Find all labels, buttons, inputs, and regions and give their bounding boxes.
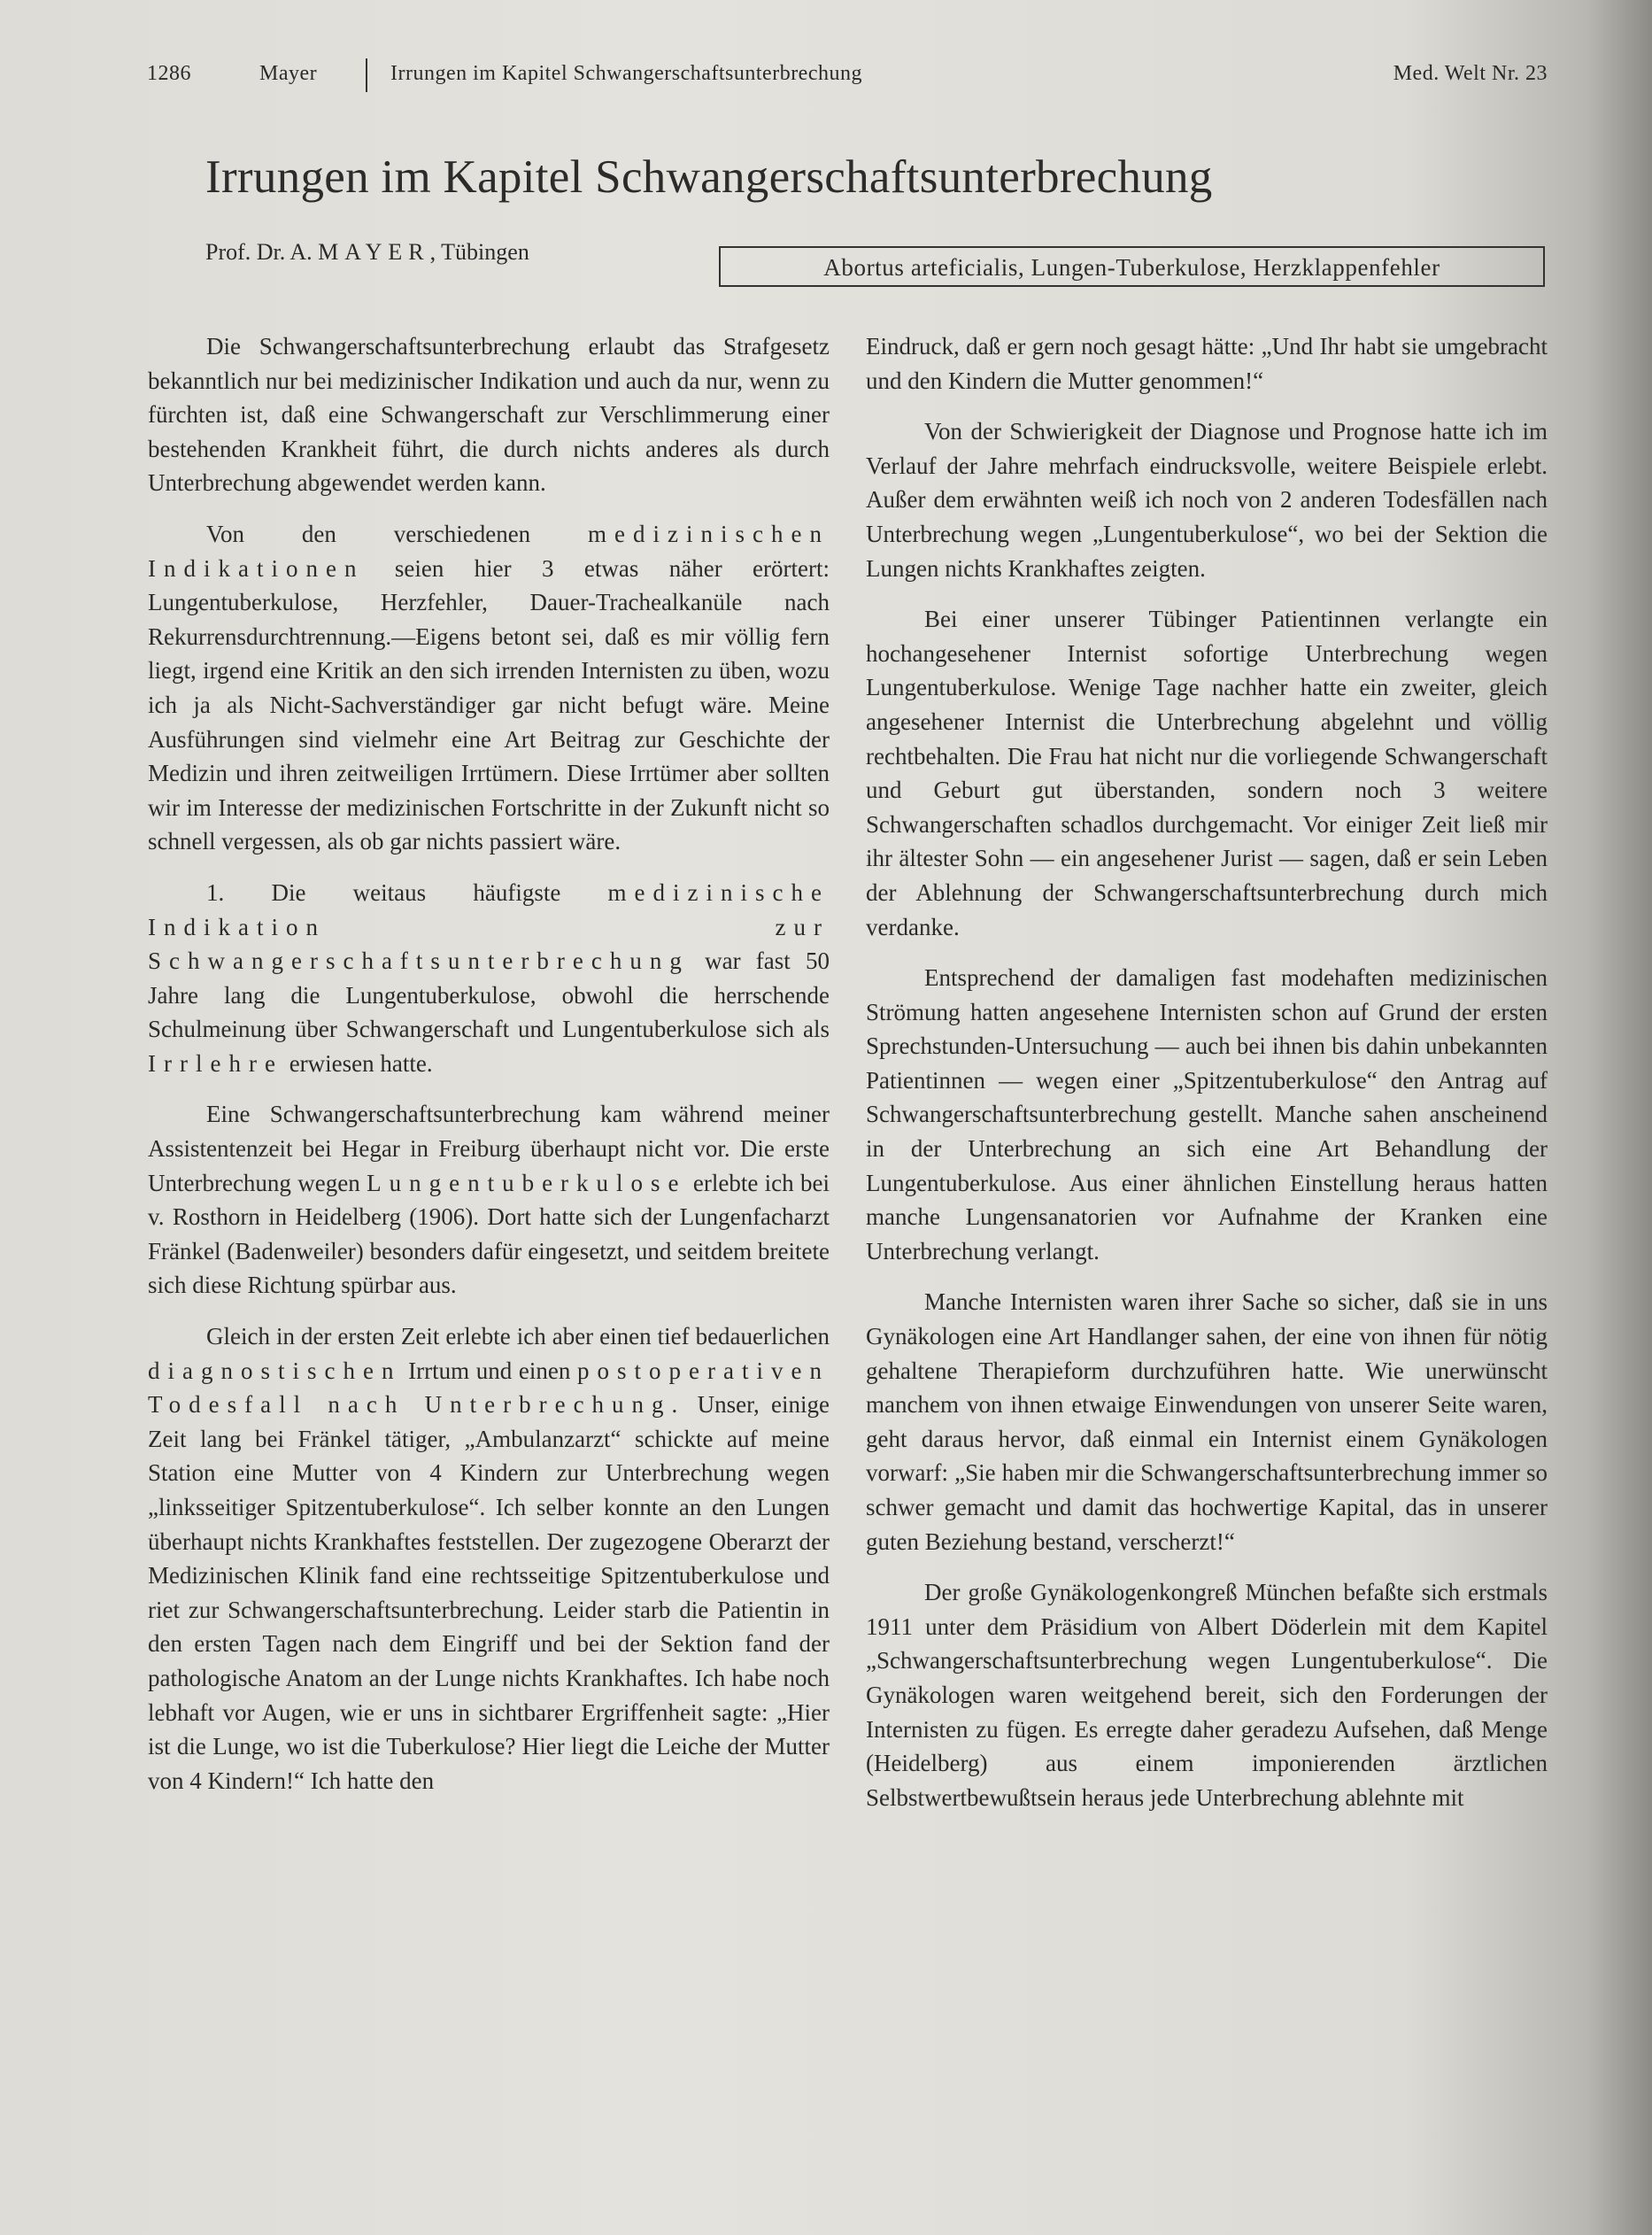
- text-run: Irrtum und einen: [408, 1357, 571, 1384]
- running-header: [147, 62, 1548, 97]
- paragraph: Eindruck, daß er gern noch gesagt hätte: „Und Ihr habt sie umgebracht und den Kindern die Mutter genommen!“: [866, 333, 1548, 394]
- text-run: erlebte ich bei v. Rosthorn in Heidelberg (1906). Dort hatte sich der Lungenfacharzt Fränkel (Badenweiler) besonders dafür eingesetzt, und seitdem breitete sich diese Richtung spürbar aus.: [148, 1169, 830, 1299]
- text-run: 1. Die weitaus häufigste: [206, 878, 561, 906]
- article-title: Irrungen im Kapitel Schwangerschaftsunterbrechung: [205, 151, 1213, 203]
- keywords-box: Abortus arteficialis, Lungen-Tuberkulose, Herzklappenfehler: [719, 246, 1545, 287]
- paragraph: Bei einer unserer Tübinger Patientinnen verlangte ein hochangesehener Internist sofortige Unterbrechung wegen Lungentuberkulose. Wenige Tage nachher hatte ein zweiter, gleich angesehener Internist die Unterbrechung abgelehnt und völlig rechtbehalten. Die Frau hat nicht nur die vorliegende Schwangerschaft und Geburt gut überstanden, sondern noch 3 weitere Schwangerschaften schadlos durchgemacht. Vor einiger Zeit ließ mir ihr ältester Sohn — ein angesehener Jurist — sagen, daß er sein Leben der Ablehnung der Schwangerschaftsunterbrechung durch mich verdanke.: [866, 606, 1548, 940]
- text-run: war fast 50 Jahre lang die Lungentuberkulose, obwohl die herrschende Schulmeinung über Schwangerschaft und Lungentuberkulose sich als: [148, 947, 830, 1043]
- header-running-title: Irrungen im Kapitel Schwangerschaftsunterbrechung: [390, 62, 862, 85]
- text-run: seien hier 3 etwas näher erörtert: Lungentuberkulose, Herzfehler, Dauer-Trachealkanüle nach Rekurrensdurchtrennung.—Eigens betont sei, daß es mir völlig fern liegt, irgend eine Kritik an den sich irrenden Internisten zu üben, wozu ich ja als Nicht-Sachverständiger gar nicht befugt wäre. Meine Ausführungen sind vielmehr eine Art Beitrag zur Geschichte der Medizin und ihren zeitweiligen Irrtümern. Diese Irrtümer aber sollten wir im Interesse der medizinischen Fortschritte in der Zukunft nicht so schnell vergessen, als ob gar nichts passiert wäre.: [148, 554, 830, 855]
- paragraph: Entsprechend der damaligen fast modehaften medizinischen Strömung hatten angesehene Internisten schon auf Grund der ersten Sprechstunden-Untersuchung — auch bei ihnen bis dahin unbekannten Patientinnen — wegen einer „Spitzentuberkulose“ den Antrag auf Schwangerschaftsunterbrechung gestellt. Manche sahen anscheinend in der Unterbrechung an sich eine Art Behandlung der Lungentuberkulose. Aus einer ähnlichen Einstellung heraus hatten manche Lungensanatorien vor Aufnahme der Kranken eine Unterbrechung verlangt.: [866, 964, 1548, 1264]
- text-run: Eine Schwangerschaftsunterbrechung kam während meiner Assistentenzeit bei Hegar in Freiburg überhaupt nicht vor. Die erste Unterbrechung wegen: [148, 1101, 830, 1196]
- paragraph: [148, 1319, 830, 1798]
- spaced-emphasis: Irrlehre: [148, 1049, 283, 1077]
- author-byline: [205, 239, 529, 266]
- paragraph: Manche Internisten waren ihrer Sache so sicher, daß sie in uns Gynäkologen eine Art Handlanger sahen, der eine von ihnen für nötig gehaltene Therapieform durchzuführen hatte. Wie unerwünscht manchem von ihnen etwaige Einwendungen von unserer Seite waren, geht daraus hervor, daß einmal ein Internist einem Gynäkologen vorwarf: „Sie haben mir die Schwangerschaftsunterbrechung immer so schwer gemacht und damit das hochwertige Kapital, das in unserer guten Beziehung bestand, verscherzt!“: [866, 1288, 1548, 1555]
- paragraph: Der große Gynäkologenkongreß München befaßte sich erstmals 1911 unter dem Präsidium von Albert Döderlein mit dem Kapitel „Schwangerschaftsunterbrechung wegen Lungentuberkulose“. Die Gynäkologen waren weitgehend bereit, sich den Forderungen der Internisten zu fügen. Es erregte daher geradezu Aufsehen, daß Menge (Heidelberg) aus einem imponierenden ärztlichen Selbstwertbewußtsein heraus jede Unterbrechung ablehnte mit: [866, 1579, 1548, 1811]
- header-author: Mayer: [259, 62, 318, 85]
- byline-name: MAYER: [318, 239, 430, 265]
- right-column: [866, 329, 1548, 1831]
- text-run: erwiesen hatte.: [289, 1049, 433, 1077]
- byline-prefix: Prof. Dr. A.: [205, 239, 313, 265]
- paragraph: [148, 1097, 830, 1303]
- text-run: Gleich in der ersten Zeit erlebte ich aber einen tief bedauerlichen: [206, 1323, 830, 1350]
- byline-place: , Tübingen: [429, 239, 529, 265]
- spaced-emphasis: postoperativen Todesfall nach Unterbrechung.: [148, 1357, 830, 1419]
- left-column: [148, 329, 830, 1814]
- spaced-emphasis: diagnostischen: [148, 1357, 402, 1384]
- page-number: 1286: [147, 62, 191, 85]
- paragraph: [148, 517, 830, 859]
- paragraph: Die Schwangerschaftsunterbrechung erlaubt das Strafgesetz bekanntlich nur bei medizinischer Indikation und auch da nur, wenn zu fürchten ist, daß eine Schwangerschaft zur Verschlimmerung einer bestehenden Krankheit führt, die durch nichts anderes als durch Unterbrechung abgewendet werden kann.: [148, 333, 830, 497]
- paragraph: [148, 876, 830, 1081]
- header-divider: [366, 58, 367, 92]
- text-run: Von den verschiedenen: [206, 520, 531, 547]
- paragraph: Von der Schwierigkeit der Diagnose und Prognose hatte ich im Verlauf der Jahre mehrfach eindrucksvolle, weitere Beispiele erlebt. Außer dem erwähnten weiß ich noch von 2 anderen Todesfällen nach Unterbrechung wegen „Lungentuberkulose“, wo bei der Sektion die Lungen nichts Krankhaftes zeigten.: [866, 418, 1548, 582]
- spaced-emphasis: medizinische Indikation zur Schwangerschaftsunterbrechung: [148, 878, 830, 975]
- spaced-emphasis: Lungentuberkulose: [367, 1169, 687, 1196]
- header-journal: Med. Welt Nr. 23: [1393, 62, 1548, 85]
- spaced-emphasis: medizinischen Indikationen: [148, 520, 830, 582]
- text-run: Unser, einige Zeit lang bei Fränkel tätiger, „Ambulanzarzt“ schickte auf meine Station eine Mutter von 4 Kindern zur Unterbrechung wegen „linksseitiger Spitzentuberkulose“. Ich selber konnte an den Lungen überhaupt nichts Krankhaftes feststellen. Der zugezogene Oberarzt der Medizinischen Klinik fand eine rechtsseitige Spitzentuberkulose und riet zur Schwangerschaftsunterbrechung. Leider starb die Patientin in den ersten Tagen nach dem Eingriff und bei der Sektion fand der pathologische Anatom an der Lunge nichts Krankhaftes. Ich habe noch lebhaft vor Augen, wie er uns in sichtbarer Ergriffenheit sagte: „Hier ist die Lunge, wo ist die Tuberkulose? Hier liegt die Leiche der Mutter von 4 Kindern!“ Ich hatte den: [148, 1391, 830, 1794]
